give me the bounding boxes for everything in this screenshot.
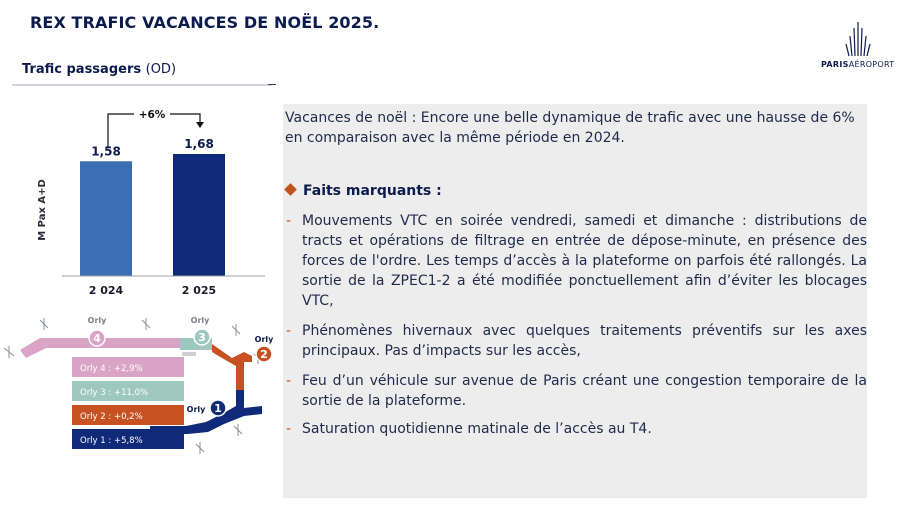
- growth-label: +6%: [138, 109, 166, 121]
- bar-2025: [173, 154, 225, 276]
- chart-ylabel: M Pax A+D: [37, 179, 48, 241]
- list-item-text: Feu d’un véhicule sur avenue de Paris créant une congestion temporaire de la sortie de la plateforme.: [302, 373, 867, 409]
- list-item-text: Saturation quotidienne matinale de l’accès au T4.: [302, 421, 652, 437]
- dash-bullet: -: [286, 323, 292, 339]
- traffic-bar-chart: [20, 100, 270, 310]
- legend-orly-4-label: Orly 4 : +2,9%: [80, 364, 143, 374]
- terminal-1-name: Orly: [186, 405, 206, 414]
- legend-orly-2-label: Orly 2 : +0,2%: [80, 412, 143, 422]
- legend-orly-3-label: Orly 3 : +11,0%: [80, 388, 149, 398]
- logo-wordmark: [821, 60, 895, 69]
- plane-icon: [232, 324, 240, 336]
- dash-bullet: -: [286, 373, 292, 389]
- category-tick-label: 2 025: [181, 284, 217, 297]
- list-item: [286, 419, 867, 439]
- bar-value-label: 1,58: [91, 144, 121, 159]
- list-item-text: Mouvements VTC en soirée vendredi, samedi et dimanche : distributions de tracts et opérations de filtrage en entrée de dépose-minute, en présence des forces de l'ordre. Les temps d’accès à la plateforme on parfois été rallongés. La sortie de la ZPEC1-2 a été modifiée ponctuellement afin d’éviter les blocages VTC,: [302, 213, 867, 309]
- growth-arrow-icon: [196, 122, 204, 128]
- legend-orly-1-label: Orly 1 : +5,8%: [80, 436, 143, 446]
- list-item: [286, 211, 867, 311]
- bar-value-label: 1,68: [184, 137, 214, 151]
- plane-icon: [4, 346, 14, 358]
- terminal-2-name: Orly: [254, 335, 274, 344]
- intro-paragraph: Vacances de noël : Encore une belle dynamique de trafic avec une hausse de 6% en comparaison avec la même période en 2024.: [285, 110, 855, 146]
- terminal-3-number: 3: [198, 331, 206, 344]
- plane-icon: [142, 318, 150, 330]
- faits-marquants-heading: [286, 183, 442, 199]
- dash-bullet: -: [286, 213, 292, 229]
- subtitle-divider: [12, 84, 272, 86]
- orly-terminal-map: [0, 310, 280, 460]
- orly-3-connector: [182, 352, 196, 356]
- list-item: [286, 371, 867, 411]
- plane-icon: [40, 318, 48, 330]
- plane-icon: [234, 424, 242, 436]
- list-item: [286, 321, 867, 361]
- plane-icon: [196, 442, 204, 454]
- logo-brand-bold: PARIS: [821, 60, 849, 69]
- dash-bullet: -: [286, 421, 292, 437]
- terminal-4-number: 4: [93, 332, 101, 345]
- faits-marquants-title: Faits marquants :: [303, 183, 442, 199]
- terminal-4-name: Orly: [87, 316, 107, 325]
- subtitle-text: Trafic passagers: [22, 62, 142, 77]
- section-subtitle: [22, 62, 176, 77]
- logo-brand-light: AÉROPORT: [848, 60, 895, 69]
- bar-2024: [80, 161, 132, 276]
- terminal-1-number: 1: [214, 402, 222, 415]
- diamond-bullet-icon: [284, 183, 297, 196]
- page-title: REX TRAFIC VACANCES DE NOËL 2025.: [30, 13, 380, 32]
- terminal-3-name: Orly: [190, 316, 210, 325]
- category-tick-label: 2 024: [88, 284, 124, 297]
- terminal-2-number: 2: [260, 348, 268, 361]
- subtitle-divider-tick: [268, 84, 276, 85]
- list-item-text: Phénomènes hivernaux avec quelques traitements préventifs sur les axes principaux. Pas d’impacts sur les accès,: [302, 323, 867, 359]
- subtitle-unit: (OD): [145, 62, 177, 77]
- orly-2-pier: [212, 344, 252, 390]
